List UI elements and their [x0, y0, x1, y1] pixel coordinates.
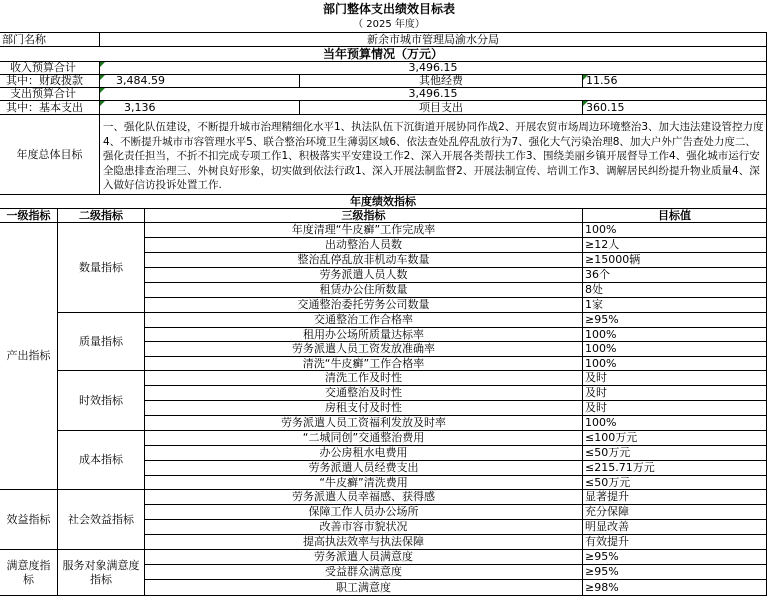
col-header-level3: 三级指标 — [145, 209, 583, 223]
indicator-target: 及时 — [583, 371, 767, 386]
indicator-name: 劳务派遣人员工资福利发放及时率 — [145, 416, 583, 431]
indicator-target: ≤50万元 — [583, 446, 767, 461]
col-header-target: 目标值 — [583, 209, 767, 223]
expense-project-value: 360.15 — [583, 101, 767, 115]
indicator-target: ≥12人 — [583, 238, 767, 253]
indicator-target: 明显改善 — [583, 520, 767, 535]
indicator-name: 整治乱停乱放非机动车数量 — [145, 253, 583, 268]
indicator-target: 充分保障 — [583, 505, 767, 520]
indicator-target: ≥15000辆 — [583, 253, 767, 268]
income-total-label: 收入预算合计 — [0, 62, 100, 75]
indicator-name: 劳务派遣人员经费支出 — [145, 461, 583, 476]
income-total-value: 3,496.15 — [100, 62, 767, 75]
indicator-target: 100% — [583, 342, 767, 357]
expense-total-value: 3,496.15 — [100, 88, 767, 101]
sheet-subtitle: （ 2025 年度） — [353, 19, 425, 30]
indicator-name: 劳务派遣人员幸福感、获得感 — [145, 490, 583, 505]
dept-name: 新余市城市管理局渝水分局 — [100, 32, 767, 47]
sheet-title: 部门整体支出绩效目标表 — [322, 2, 455, 16]
level2-cost: 成本指标 — [58, 431, 145, 490]
indicator-target: 及时 — [583, 401, 767, 416]
col-header-level1: 一级指标 — [0, 209, 58, 223]
level1-benefit: 效益指标 — [0, 490, 58, 550]
expense-sub-label: 其中：基本支出 — [0, 101, 100, 115]
indicator-target: 100% — [583, 357, 767, 371]
income-other-value: 11.56 — [583, 75, 767, 88]
dept-label: 部门名称 — [0, 32, 100, 47]
expense-sub-value: 3,136 — [100, 101, 300, 115]
indicator-name: “牛皮癣”清洗费用 — [145, 476, 583, 490]
income-other-label: 其他经费 — [300, 75, 583, 88]
indicator-name: 提高执法效率与执法保障 — [145, 535, 583, 550]
indicator-name: 保障工作人员办公场所 — [145, 505, 583, 520]
indicator-target: 36个 — [583, 268, 767, 283]
indicator-name: 清洗“牛皮癣”工作合格率 — [145, 357, 583, 371]
indicator-name: 办公房租水电费用 — [145, 446, 583, 461]
indicator-name: 租用办公场所质量达标率 — [145, 328, 583, 342]
indicator-name: 出动整治人员数 — [145, 238, 583, 253]
indicator-name: 职工满意度 — [145, 580, 583, 596]
level2-quality: 质量指标 — [58, 313, 145, 371]
indicator-name: “二城同创”交通整治费用 — [145, 431, 583, 446]
perf-header: 年度绩效指标 — [0, 195, 767, 209]
level1-output: 产出指标 — [0, 223, 58, 490]
indicator-target: ≤215.71万元 — [583, 461, 767, 476]
budget-header: 当年预算情况（万元） — [0, 47, 767, 62]
indicator-target: 显著提升 — [583, 490, 767, 505]
col-header-level2: 二级指标 — [58, 209, 145, 223]
income-sub-label: 其中：财政拨款 — [0, 75, 100, 88]
goal-label: 年度总体目标 — [0, 115, 100, 195]
indicator-name: 劳务派遣人员人数 — [145, 268, 583, 283]
indicator-name: 清洗工作及时性 — [145, 371, 583, 386]
indicator-name: 房租支付及时性 — [145, 401, 583, 416]
indicator-target: ≥95% — [583, 550, 767, 565]
indicator-target: ≤50万元 — [583, 476, 767, 490]
indicator-target: ≥95% — [583, 313, 767, 328]
indicator-name: 劳务派遣人员工资发放准确率 — [145, 342, 583, 357]
indicator-name: 交通整治工作合格率 — [145, 313, 583, 328]
indicator-name: 交通整治及时性 — [145, 386, 583, 401]
indicator-name: 年度清理“牛皮癣”工作完成率 — [145, 223, 583, 238]
indicator-name: 劳务派遣人员满意度 — [145, 550, 583, 565]
indicator-name: 租赁办公住所数量 — [145, 283, 583, 298]
level1-satisfaction: 满意度指标 — [0, 550, 58, 596]
indicator-target: 100% — [583, 416, 767, 431]
indicator-target: 及时 — [583, 386, 767, 401]
indicator-target: 8处 — [583, 283, 767, 298]
income-sub-value: 3,484.59 — [100, 75, 300, 88]
level2-quantity: 数量指标 — [58, 223, 145, 313]
expense-project-label: 项目支出 — [300, 101, 583, 115]
indicator-target: ≤100万元 — [583, 431, 767, 446]
expense-total-label: 支出预算合计 — [0, 88, 100, 101]
indicator-target: 有效提升 — [583, 535, 767, 550]
indicator-target: 1家 — [583, 298, 767, 313]
goal-text: 一、强化队伍建设，不断提升城市治理精细化水平1、执法队伍下沉街道开展协同作战2、开展农贸市场周边环境整治3、加大违法建设管控力度4、不断提升城市市容管理水平5、联合整治环境卫生薄弱区域6、依法查处乱停乱放行为7、强化大气污染治理8、加大户外广告查处力度二、强化责任担当，不折不扣完成专项工作1、积极落实平安建设工作2、深入开展各类帮扶工作3、围绕美丽乡镇开展督导工作4、强化城市运行安全隐患排查治理三、外树良好形象，切实做到依法行政1、深入开展法制监督2、开展法制宣传、培训工作3、调解居民纠纷提升物业质量4、深入做好信访投诉处置工作. — [100, 115, 767, 195]
indicator-name: 交通整治委托劳务公司数量 — [145, 298, 583, 313]
indicator-target: ≥98% — [583, 580, 767, 596]
indicator-name: 改善市容市貌状况 — [145, 520, 583, 535]
level2-timeliness: 时效指标 — [58, 371, 145, 431]
indicator-target: 100% — [583, 328, 767, 342]
level2-social: 社会效益指标 — [58, 490, 145, 550]
level2-service: 服务对象满意度指标 — [58, 550, 145, 596]
indicator-target: 100% — [583, 223, 767, 238]
indicator-name: 受益群众满意度 — [145, 565, 583, 580]
indicator-target: ≥95% — [583, 565, 767, 580]
